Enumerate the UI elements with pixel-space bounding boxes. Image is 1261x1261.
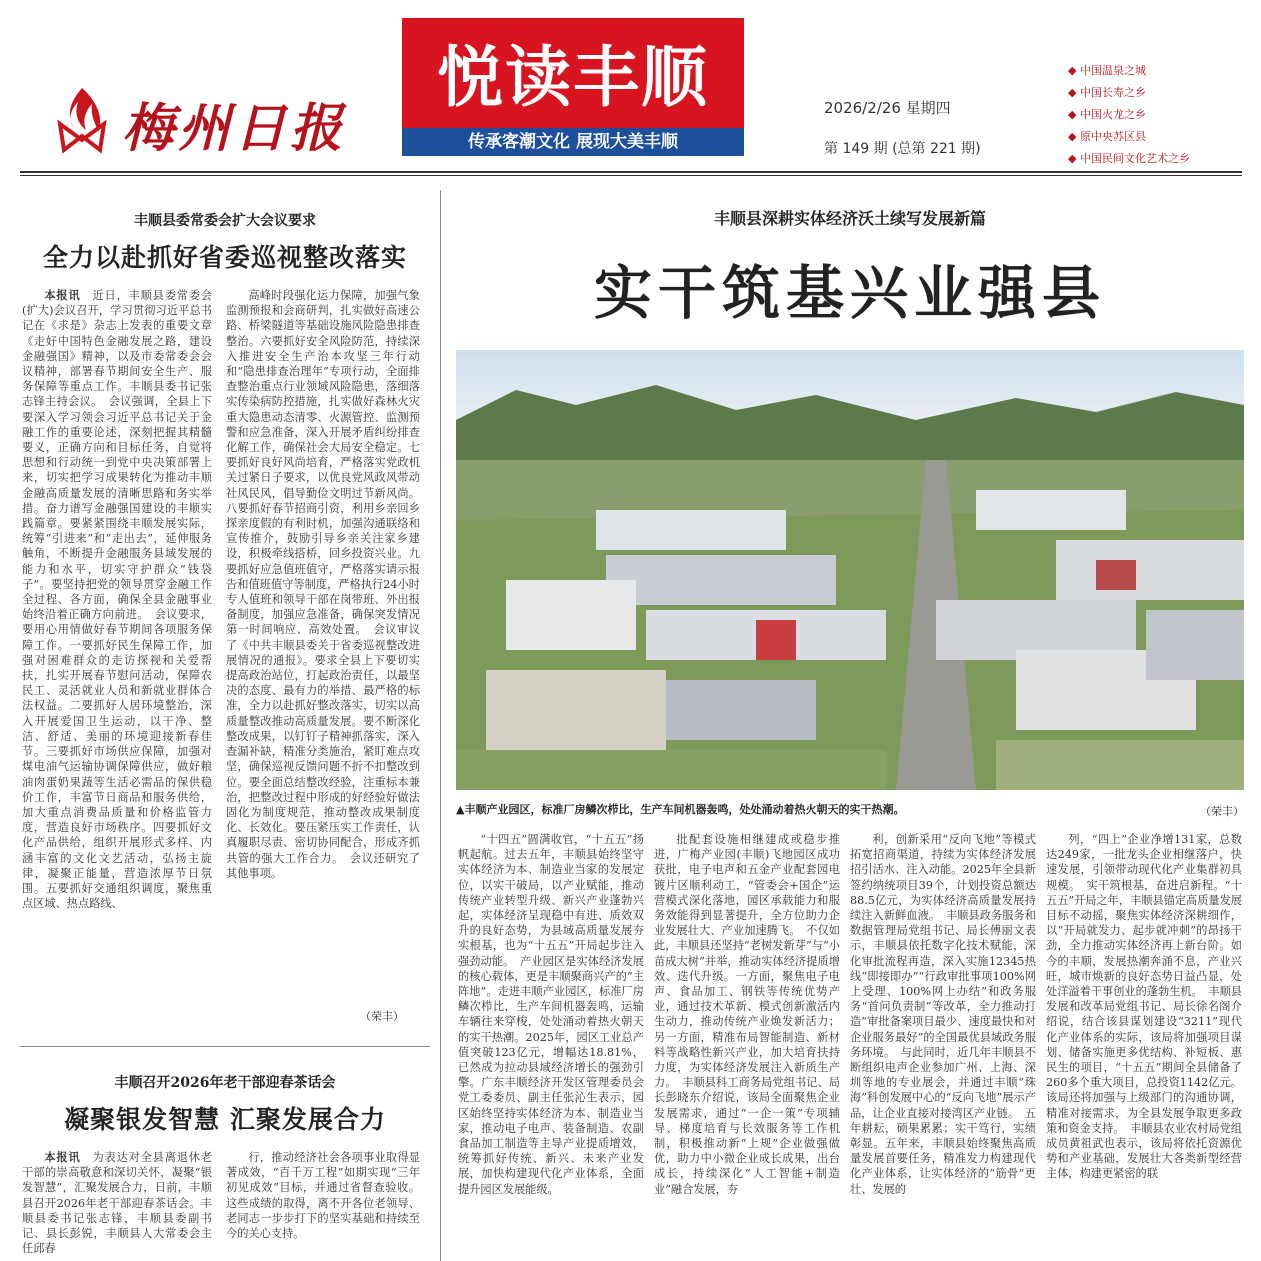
honor-tag: ◆ 中国火龙之乡 <box>1068 104 1190 126</box>
story-body-column <box>226 288 420 1038</box>
masthead-divider <box>20 171 1242 173</box>
photo-credit: （荣丰） <box>1200 805 1244 818</box>
newspaper-logo-mark <box>52 84 112 154</box>
body-text: 批配套设施相继建成或稳步推进，广梅产业园(丰顺)飞地园区成功获批，电子电声和五金产业配套园电镀片区顺利动工，“管委会+国企”运营模式深化落地，园区承载能力和服务效能得到显著提升，全方位助力企业发展壮大、产业加速腾飞。 不仅如此，丰顺县还坚持“老树发新芽”与“小苗成大树”并举，推动实体经济提质增效、迭代升级。一方面，聚焦电子电声、食品加工、钢铁等传统优势产业，通过技术革新、模式创新激活内生动力，推动传统产业焕发新活力；另一方面，精准布局智能制造、新材料等战略性新兴产业，加大培育扶持力度，为实体经济发展注入新质生产力。 丰顺县科工商务局党组书记、局长彭晓东介绍说，该局全面聚焦企业发展需求，通过“一企一策”专项辅导、梯度培育与长效服务等工作机制，积极推动新“上规”企业做强做优，助力中小微企业成长成果，出台成长，持续深化“人工智能+制造业”融合发展，夯 <box>654 833 840 1196</box>
story-kicker: 丰顺县委常委会扩大会议要求 <box>134 213 316 229</box>
body-text: 高峰时段强化运力保障，加强气象监测预报和会商研判，扎实做好高速公路、桥梁隧道等基础设施风险隐患排查整治。六要抓好安全风险防范，持续深入推进安全生产治本攻坚三年行动和“隐患排查治理年”专项行动，全面排查整治重点行业领域风险隐患，落细落实传染病防控措施，扎实做好森林火灾重大隐患动态清零、火源管控、监测预警和应急准备，深入开展矛盾纠纷排查化解工作，确保社会大局安全稳定。七要抓好良好风尚培育，严格落实党政机关过紧日子要求，以优良党风政风带动社风民风，倡导勤俭文明过节新风尚。八要抓好春节招商引资，利用乡亲回乡探亲度假的有利时机，加强沟通联络和宣传推介，鼓励引导乡亲关注家乡建设，积极牵线搭桥，回乡投资兴业。九要抓好应急值班值守，严格落实请示报告和值班值守等制度，严格执行24小时专人值班和领导干部在岗带班、外出报备制度，加强应急准备，确保突发情况第一时间响应、高效处置。 会议审议了《中共丰顺县委关于省委巡视整改进展情况的通报》。要求全县上下要切实提高政治站位，打起政治责任，以最坚决的态度、最有力的举措、最严格的标准，全力以赴抓好整改落实，切实以高质量整改推动高质量发展。要不断深化整改成果，以钉钉子精神抓落实，深入查漏补缺，精准分类施治，紧盯难点攻坚，确保巡视反馈问题不折不扣整改到位。要全面总结整改经验，注重标本兼治，把整改过程中形成的好经验好做法固化为制度规范，推动整改成果制度化、长效化。要压紧压实工作责任，认真履职尽责、密切协同配合，形成齐抓共管的强大工作合力。 会议还研究了其他事项。 <box>226 289 420 880</box>
story-kicker: 丰顺召开2026年老干部迎春茶话会 <box>114 1075 336 1091</box>
body-text: 为表达对全县离退休老干部的崇高敬意和深切关怀，凝聚“银发智慧”，汇聚发展合力，日前，丰顺县召开2026年老干部迎春茶话会。丰顺县委书记张志锋，丰顺县委副书记、县长彭锐，丰顺县人大常委会主任邱春 <box>22 1151 212 1256</box>
issue-number: 第 149 期 (总第 221 期) <box>824 141 981 157</box>
honor-tag: ◆ 中国长寿之乡 <box>1068 82 1190 104</box>
honor-tag: ◆ 中国温泉之城 <box>1068 60 1190 82</box>
body-text: 近日，丰顺县委常委会(扩大)会议召开，学习贯彻习近平总书记在《求是》杂志上发表的重要文章《走好中国特色金融发展之路，建设金融强国》精神，以及市委常委会会议精神，部署春节期间安全生产、服务保障等重点工作。丰顺县委书记张志锋主持会议。 会议强调，全县上下要深入学习领会习近平总书记关于金融工作的重要论述，深刻把握其精髓要义，正确方向和目标任务，自觉将思想和行动统一到党中央决策部署上来，切实把学习成果转化为推动丰顺金融高质量发展的清晰思路和务实举措。奋力谱写金融强国建设的丰顺实践篇章。要紧紧围绕丰顺发展实际，统筹“引进来”和“走出去”，延伸服务触角，不断提升金融服务县域发展的能力和水平，切实守护群众“钱袋子”。要坚持把党的领导贯穿金融工作全过程、各方面，确保全县金融事业始终沿着正确方向前进。 会议要求，要用心用情做好春节期间各项服务保障工作。一要抓好民生保障工作，加强对困难群众的走访探视和关爱帮扶，扎实开展春节慰问活动，保障农民工、灵活就业人员和新就业群体合法权益。二要抓好人居环境整治，深入开展爱国卫生运动，以干净、整洁、舒适、美丽的环境迎接新春佳节。三要抓好市场供应保障，加强对煤电油气运输协调保障供应，做好粮油肉蛋奶果蔬等生活必需品的保供稳价工作，丰富节日商品和服务供给，加大重点消费品质量和价格监管力度，营造良好市场秩序。四要抓好文化产品供给，组织开展形式多样、内涵丰富的文化文艺活动，弘扬主旋律，凝聚正能量，营造浓厚节日氛围。五要抓好交通组织调度，聚焦重点区域、热点路线、 <box>22 289 212 911</box>
industrial-park-aerial-photo <box>456 350 1244 790</box>
section-banner-slogan: 传承客潮文化 展现大美丰顺 <box>402 128 744 156</box>
body-text: “十四五”圆满收官，“十五五”扬帆起航。过去五年，丰顺县始终坚守实体经济为本、制造业当家的发展定位，以实干破局，以产业赋能，推动传统产业转型升级、新兴产业蓬勃兴起，实体经济呈现稳中有进、质效双升的良好态势，为县域高质量发展夯实根基，也为“十五五”开局起步注入强劲动能。 产业园区是实体经济发展的核心载体，更是丰顺聚商兴产的“主阵地”。走进丰顺产业园区，标准厂房鳞次栉比，生产车间机器轰鸣，运输车辆往来穿梭，处处涌动着热火朝天的实干热潮。2025年，园区工业总产值突破123亿元，增幅达18.81%，已然成为拉动县域经济增长的强劲引擎。广东丰顺经济开发区管理委员会党工委委员、副主任张沁生表示，园区始终坚持实体经济为本、制造业当家，推动电子电声、装备制造、农副食品加工制造等主导产业提质增效，统筹抓好传统、新兴、未来产业发展，加快构建现代化产业体系，全面提升园区发展能级。 <box>458 833 644 1196</box>
honor-tag: ◆ 中国民间文化艺术之乡 <box>1068 148 1190 170</box>
section-banner-title: 悦读丰顺 <box>437 39 709 116</box>
story-body-column <box>22 1150 212 1260</box>
body-text: 利，创新采用“反向飞地”等模式拓宽招商渠道，持续为实体经济发展招引活水、注入动能。2025年全县新签约纳统项目39个，计划投资总额达88.5亿元，为实体经济高质量发展持续注入新鲜血液。 丰顺县政务服务和数据管理局党组书记、局长傅丽文表示，丰顺县依托数字化技术赋能，深化审批流程再造，深入实施12345热线“即接即办”“行政审批事项100%网上受理、100%网上办结”和政务服务“首问负责制”等改革，全力推动打造“审批备案项目最少、速度最快和对企业服务最好”的全国最优县域政务服务环境。 与此同时，近几年丰顺县不断组织电声企业参加广州、上海、深圳等地的专业展会，并通过丰顺“珠海”科创发展中心的“反向飞地”展示产品，让企业直接对接湾区产业链。 五年耕耘，硕果累累；实干笃行，实绩彰显。五年来，丰顺县始终聚焦高质量发展首要任务，精准发力构建现代化产业体系，让实体经济的“筋骨”更壮、发展的 <box>850 833 1036 1196</box>
lead-story-kicker: 丰顺县深耕实体经济沃土续写发展新篇 <box>713 209 986 228</box>
lead-story-body-column <box>1046 832 1242 1261</box>
masthead-divider-thin <box>20 175 1242 176</box>
photo-caption: ▲丰顺产业园区，标准厂房鳞次栉比，生产车间机器轰鸣，处处涌动着热火朝天的实干热潮。 <box>456 803 905 816</box>
newspaper-name: 梅州日报 <box>122 98 347 159</box>
lead-story-body-column <box>850 832 1036 1261</box>
body-text: 行，推动经济社会各项事业取得显著成效，“百千万工程”如期实现“三年初见成效”目标，并通过省督查验收。这些成绩的取得，离不开各位老领导、老同志一步步打下的坚实基础和持续至今的关心支持。 <box>226 1151 420 1241</box>
story-headline: 全力以赴抓好省委巡视整改落实 <box>42 243 407 272</box>
story-body-column <box>22 288 212 1038</box>
lead-tag: 本报讯 <box>44 288 81 302</box>
honor-tag: ◆ 原中央苏区县 <box>1068 126 1190 148</box>
lead-story-body-column <box>458 832 644 1261</box>
lead-story-headline: 实干筑基兴业强县 <box>593 259 1106 327</box>
issue-date: 2026/2/26 星期四 <box>824 99 951 117</box>
lead-tag: 本报讯 <box>44 1150 81 1164</box>
story-headline: 凝聚银发智慧 汇聚发展合力 <box>64 1105 386 1134</box>
story-divider <box>20 1046 430 1047</box>
column-divider <box>440 190 441 1261</box>
county-honor-tags <box>1068 60 1190 170</box>
story-byline: （荣丰） <box>360 1010 404 1023</box>
story-body-column <box>226 1150 420 1260</box>
lead-story-body-column <box>654 832 840 1261</box>
body-text: 列，“四上”企业净增131家，总数达249家，一批龙头企业相继落户，快速发展，引领带动现代化产业集群初具规模。 实干筑根基，奋进启新程。“十五五”开局之年，丰顺县锚定高质量发展目标不动摇，聚焦实体经济深耕细作，以“开局就发力、起步就冲刺”的昂扬干劲，全力推动实体经济再上新台阶。如今的丰顺，发展热潮奔涌不息，产业兴旺，城市焕新的良好态势日益凸显，处处洋溢着干事创业的蓬勃生机。 丰顺县发展和改革局党组书记、局长徐名阁介绍说，结合该县谋划建设“3211”现代化产业体系的实际，该局将加强项目谋划、储备实施更多优结构、补短板、惠民生的项目，“十五五”期间全县储备了260多个重大项目，总投资1142亿元。该局还将加强与上级部门的沟通协调，精准对接需求，为全县发展争取更多政策和资金支持。 丰顺县农业农村局党组成员黄祖武也表示，该局将依托资源优势和产业基础，发展壮大各类新型经营主体，构建更紧密的联 <box>1046 833 1242 1181</box>
